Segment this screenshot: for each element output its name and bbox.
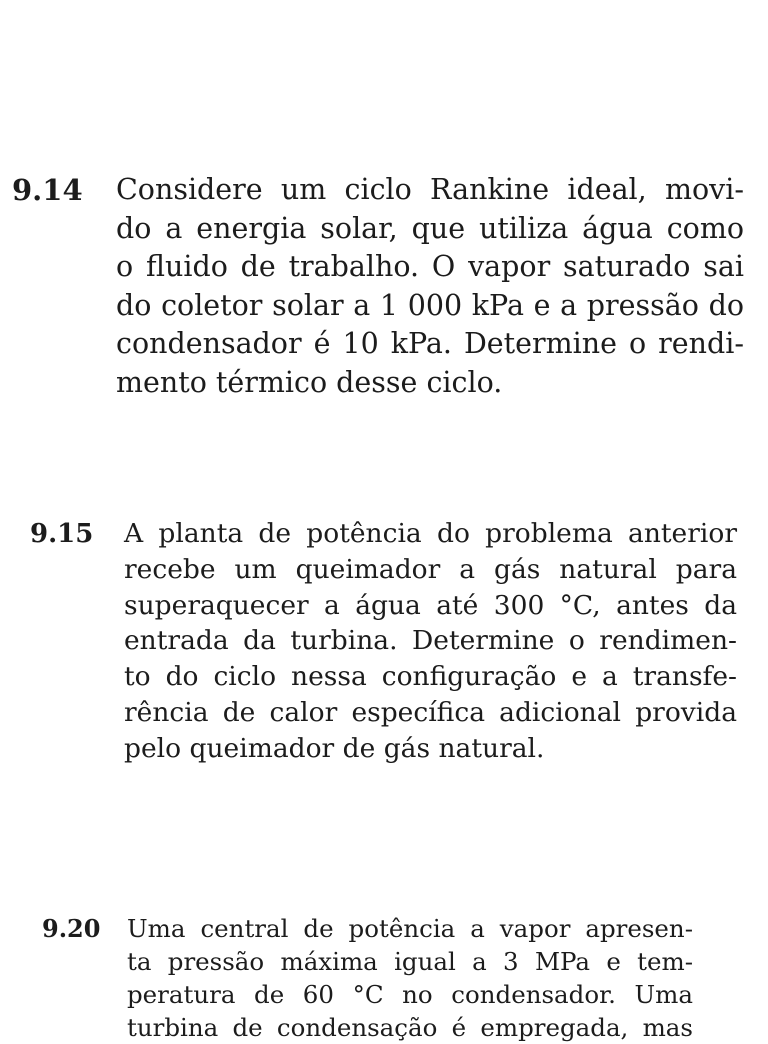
- problem-line: ta pressão máxima igual a 3 MPa e tem-: [127, 947, 693, 976]
- problem-line: to do ciclo nessa configuração e a transfe-: [124, 661, 737, 693]
- problem-line: rência de calor específica adicional provida: [124, 696, 737, 728]
- problem-number: 9.20: [42, 914, 101, 943]
- problem-line: peratura de 60 °C no condensador. Uma: [127, 980, 693, 1009]
- problem-line: Considere um ciclo Rankine ideal, movi-: [116, 173, 744, 206]
- problem-line: Uma central de potência a vapor apresen-: [127, 914, 693, 943]
- problem-line: superaquecer a água até 300 °C, antes da: [124, 589, 737, 621]
- problem-line: condensador é 10 kPa. Determine o rendi-: [116, 327, 744, 360]
- problem-line: recebe um queimador a gás natural para: [124, 553, 737, 585]
- problem-line: turbina de condensação é empregada, mas: [127, 1013, 693, 1042]
- problem-number: 9.14: [12, 173, 83, 207]
- problem-text: [124, 516, 737, 767]
- problem-text: [127, 912, 693, 1044]
- problem-number: 9.15: [30, 519, 94, 549]
- problem-line: do coletor solar a 1 000 kPa e a pressão do: [116, 288, 744, 322]
- problem-line: o fluido de trabalho. O vapor saturado sai: [116, 250, 744, 283]
- problem-line: A planta de potência do problema anterior: [124, 518, 737, 549]
- problem-line: do a energia solar, que utiliza água como: [116, 211, 744, 245]
- problem-text: [116, 171, 744, 402]
- problem-line: mento térmico desse ciclo.: [116, 365, 503, 399]
- problem-line: pelo queimador de gás natural.: [124, 732, 545, 764]
- problem-line: entrada da turbina. Determine o rendimen-: [124, 625, 737, 657]
